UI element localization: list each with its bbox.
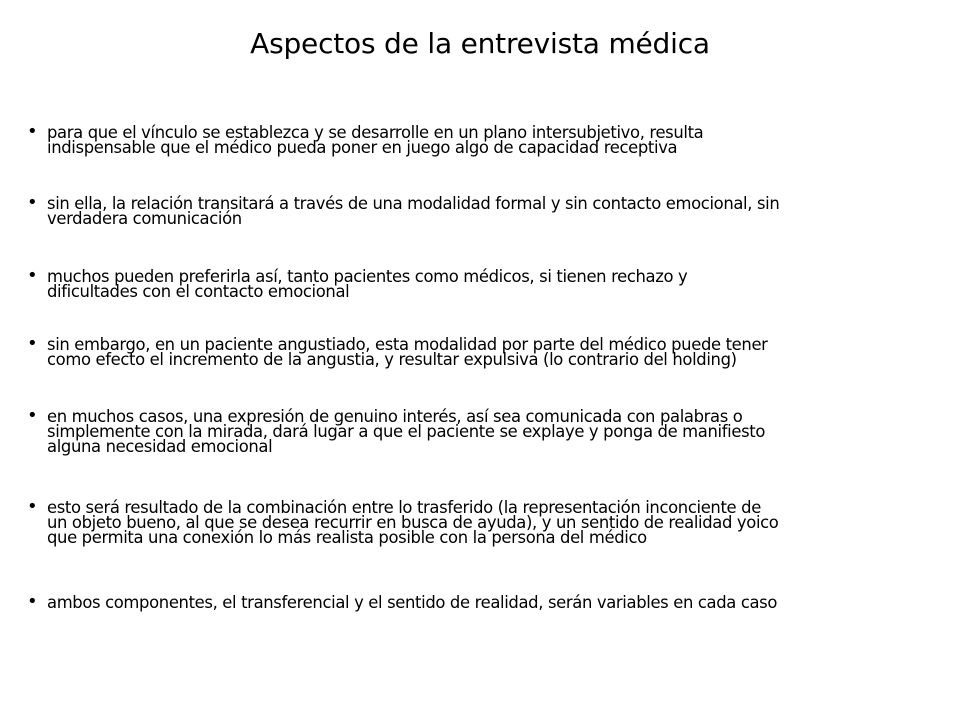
bullet-line: indispensable que el médico pueda poner en juego algo de capacidad receptiva [47, 138, 678, 157]
bullet-line: en muchos casos, una expresión de genuino interés, así sea comunicada con palabras o [47, 407, 743, 426]
bullet-line: un objeto bueno, al que se desea recurrir en busca de ayuda), y un sentido de realidad yoico [47, 513, 779, 532]
bullet-line: verdadera comunicación [47, 209, 242, 228]
bullet-line: que permita una conexión lo más realista posible con la persona del médico [47, 528, 647, 547]
bullet-line: como efecto el incremento de la angustia, y resultar expulsiva (lo contrario del holding) [47, 350, 737, 369]
bullet-marker: • [27, 121, 38, 142]
bullet-text [47, 500, 959, 545]
bullet-text [47, 125, 959, 155]
bullet-line: alguna necesidad emocional [47, 437, 273, 456]
bullet-marker: • [27, 333, 38, 354]
bullet-line: muchos pueden preferirla así, tanto pacientes como médicos, si tienen rechazo y [47, 267, 688, 286]
bullet-line: sin embargo, en un paciente angustiado, esta modalidad por parte del médico puede tener [47, 335, 768, 354]
bullet-text [47, 595, 959, 610]
bullet-line: para que el vínculo se establezca y se desarrolle en un plano intersubjetivo, resulta [47, 123, 704, 142]
bullet-line: dificultades con el contacto emocional [47, 282, 350, 301]
bullet-line: ambos componentes, el transferencial y el sentido de realidad, serán variables en cada caso [47, 593, 778, 612]
slide-title: Aspectos de la entrevista médica [250, 27, 710, 60]
bullet-line: simplemente con la mirada, dará lugar a que el paciente se explaye y ponga de manifiesto [47, 422, 766, 441]
bullet-marker: • [27, 405, 38, 426]
bullet-line: esto será resultado de la combinación entre lo trasferido (la representación inconciente de [47, 498, 761, 517]
bullet-text [47, 337, 959, 367]
bullet-marker: • [27, 265, 38, 286]
bullet-text [47, 409, 959, 454]
bullet-marker: • [27, 496, 38, 517]
bullet-marker: • [27, 591, 38, 612]
bullet-text [47, 196, 959, 226]
bullet-line: sin ella, la relación transitará a través de una modalidad formal y sin contacto emocional, sin [47, 194, 780, 213]
bullet-marker: • [27, 192, 38, 213]
bullet-text [47, 269, 959, 299]
